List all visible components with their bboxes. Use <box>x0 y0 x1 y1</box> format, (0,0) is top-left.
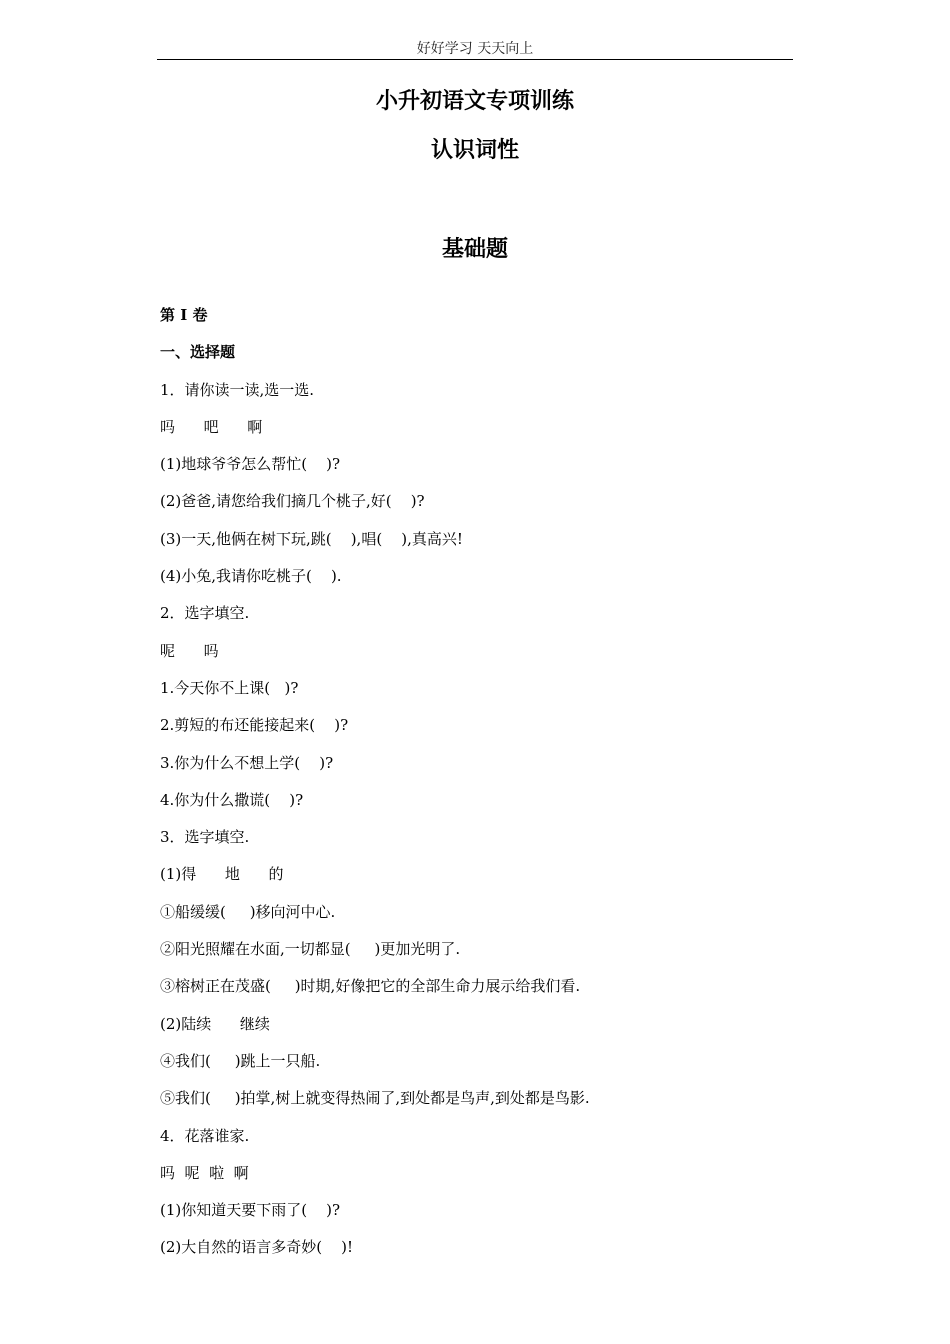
exercise-line: (2)大自然的语言多奇妙( )! <box>160 1238 354 1257</box>
exercise-line: (3)一天,他俩在树下玩,跳( ),唱( ),真高兴! <box>160 529 463 548</box>
exercise-line: 4．花落谁家. <box>160 1126 250 1145</box>
exercise-line: 2.剪短的布还能接起来( )? <box>160 716 349 735</box>
exercise-line: 3．选字填空. <box>160 828 250 847</box>
exercise-line: 一、选择题 <box>160 343 236 362</box>
exercise-line: (1)得 地 的 <box>160 865 284 884</box>
exercise-line: ①船缓缓( )移向河中心. <box>160 902 336 921</box>
exercise-line: (1)你知道天要下雨了( )? <box>160 1201 341 1220</box>
header-divider <box>157 59 793 60</box>
exercise-line: 2．选字填空. <box>160 604 250 623</box>
exercise-line: 呢 吗 <box>160 641 219 660</box>
exercise-line: 3.你为什么不想上学( )? <box>160 753 334 772</box>
exercise-line: 1．请你读一读,选一选. <box>160 380 315 399</box>
exercise-line: 4.你为什么撒谎( )? <box>160 790 304 809</box>
exercise-line: ③榕树正在茂盛( )时期,好像把它的全部生命力展示给我们看. <box>160 977 581 996</box>
exercise-line: 吗 呢 啦 啊 <box>160 1163 249 1182</box>
document-title: 小升初语文专项训练 <box>375 89 574 114</box>
document-subtitle: 认识词性 <box>430 138 519 163</box>
exercise-line: 第 I 卷 <box>160 306 208 324</box>
exercise-line: ⑤我们( )拍掌,树上就变得热闹了,到处都是鸟声,到处都是鸟影. <box>160 1089 590 1108</box>
exercise-line: ④我们( )跳上一只船. <box>160 1051 321 1070</box>
exercise-body <box>160 303 800 1273</box>
exercise-line: (4)小兔,我请你吃桃子( ). <box>160 567 342 586</box>
exercise-line: 吗 吧 啊 <box>160 417 263 436</box>
section-title: 基础题 <box>441 237 508 262</box>
exercise-line: (2)陆续 继续 <box>160 1014 270 1033</box>
page-header: 好好学习 天天向上 <box>416 41 534 57</box>
exercise-line: (2)爸爸,请您给我们摘几个桃子,好( )? <box>160 492 425 511</box>
exercise-line: ②阳光照耀在水面,一切都显( )更加光明了. <box>160 940 461 959</box>
exercise-line: 1.今天你不上课( )? <box>160 678 299 697</box>
exercise-line: (1)地球爷爷怎么帮忙( )? <box>160 455 341 474</box>
